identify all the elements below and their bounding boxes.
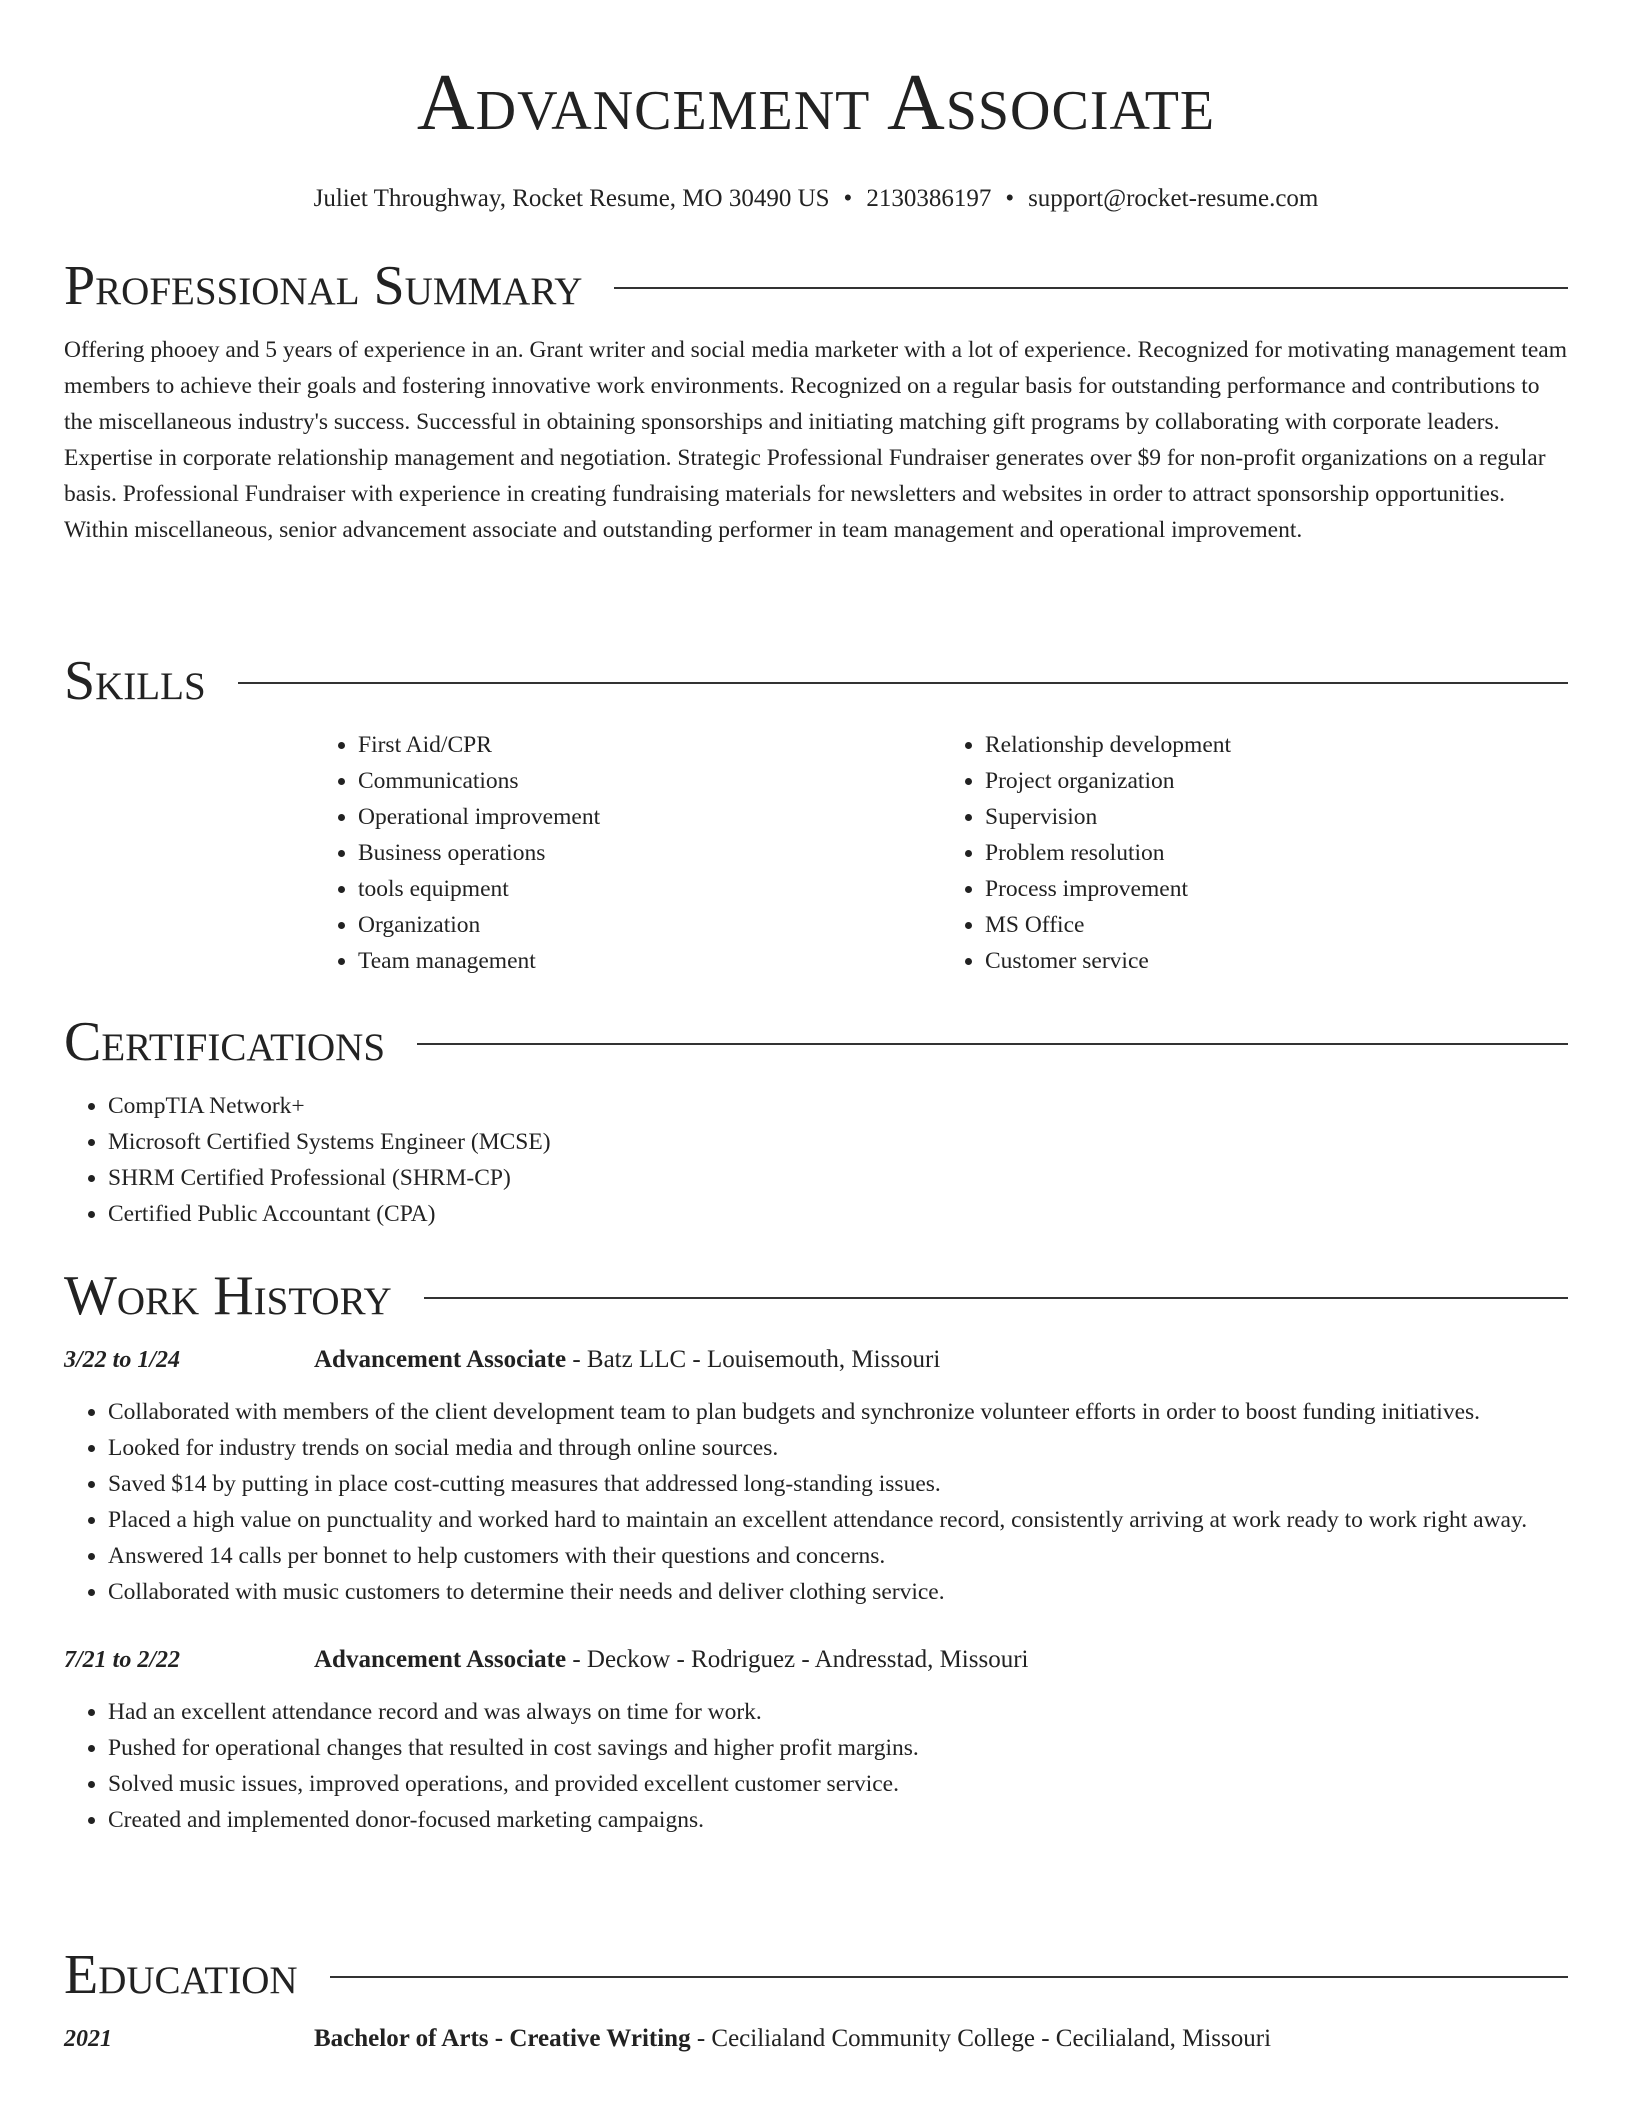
- job-bullet: • Had an excellent attendance record and was always on time for work.: [108, 1694, 1568, 1730]
- certifications-list: [64, 1088, 1568, 1232]
- certification-item: • Microsoft Certified Systems Engineer (MCSE): [108, 1124, 1568, 1160]
- job-bullet: • Collaborated with music customers to determine their needs and deliver clothing service.: [108, 1574, 1568, 1610]
- job-dates: 7/21 to 2/22: [64, 1647, 181, 1673]
- skill-item: • Customer service: [985, 943, 1568, 979]
- skills-section: [64, 649, 1568, 979]
- job-bullet: • Saved $14 by putting in place cost-cutting measures that addressed long-standing issues.: [108, 1466, 1568, 1502]
- summary-text: Offering phooey and 5 years of experience in an. Grant writer and social media marketer with a lot of experience. Recognized for motivating management team members to achieve their goals and fostering innovative work environments. Recognized on a regular basis for outstanding performance and contributions to the miscellaneous industry's success. Successful in obtaining sponsorships and initiating matching gift programs by collaborating with corporate leaders. Expertise in corporate relationship management and negotiation. Strategic Professional Fundraiser generates over $9 for non-profit organizations on a regular basis. Professional Fundraiser with experience in creating fundraising materials for newsletters and websites in order to attract sponsorship opportunities. Within miscellaneous, senior advancement associate and outstanding performer in team management and operational improvement.: [64, 337, 1567, 543]
- education-institution: - Cecilialand Community College - Cecilialand, Missouri: [690, 2025, 1272, 2052]
- resume-page: [64, 0, 1568, 2052]
- section-heading: [64, 1264, 1568, 1328]
- job-dates: 3/22 to 1/24: [64, 1347, 181, 1373]
- contact-separator: •: [843, 185, 853, 212]
- skills-list-right: [941, 727, 1568, 979]
- skills-list-left: [314, 727, 941, 979]
- job-bullets: [64, 1694, 1568, 1838]
- skills-grid: [314, 727, 1568, 979]
- section-divider: [330, 1976, 1568, 1978]
- education-degree: Bachelor of Arts - Creative Writing: [314, 2025, 691, 2052]
- job-title: Advancement Associate: [314, 1646, 567, 1673]
- job-entry: [64, 1342, 1568, 1610]
- skill-item: • Relationship development: [985, 727, 1568, 763]
- job-employer: - Batz LLC - Louisemouth, Missouri: [566, 1346, 941, 1373]
- certifications-section: [64, 1010, 1568, 1232]
- section-heading: [64, 649, 1568, 713]
- skills-heading: Skills: [64, 650, 206, 712]
- certification-item: • Certified Public Accountant (CPA): [108, 1196, 1568, 1232]
- contact-separator: •: [1005, 185, 1015, 212]
- certification-item: • CompTIA Network+: [108, 1088, 1568, 1124]
- job-bullet: • Placed a high value on punctuality and worked hard to maintain an excellent attendance record, consistently arriving at work ready to work right away.: [108, 1502, 1568, 1538]
- skill-item: • Team management: [358, 943, 941, 979]
- job-bullet: • Created and implemented donor-focused marketing campaigns.: [108, 1802, 1568, 1838]
- summary-heading: Professional Summary: [64, 255, 583, 317]
- job-bullet: • Pushed for operational changes that resulted in cost savings and higher profit margins.: [108, 1730, 1568, 1766]
- section-heading: [64, 1010, 1568, 1074]
- certification-item: • SHRM Certified Professional (SHRM-CP): [108, 1160, 1568, 1196]
- education-year: 2021: [64, 2026, 112, 2052]
- job-header: [64, 1642, 1568, 1678]
- education-section: [64, 1943, 1568, 2057]
- certifications-heading: Certifications: [64, 1011, 386, 1073]
- skill-item: • tools equipment: [358, 871, 941, 907]
- job-bullets: [64, 1394, 1568, 1610]
- skill-item: • MS Office: [985, 907, 1568, 943]
- document-title: Advancement Associate: [416, 59, 1216, 147]
- skill-item: • Business operations: [358, 835, 941, 871]
- skill-item: • Problem resolution: [985, 835, 1568, 871]
- education-entry: [64, 2021, 1568, 2057]
- section-divider: [614, 287, 1568, 289]
- contact-address: Juliet Throughway, Rocket Resume, MO 30490 US: [313, 185, 830, 212]
- job-bullet: • Looked for industry trends on social media and through online sources.: [108, 1430, 1568, 1466]
- section-divider: [424, 1297, 1568, 1299]
- skill-item: • First Aid/CPR: [358, 727, 941, 763]
- job-header: [64, 1342, 1568, 1378]
- contact-phone: 2130386197: [866, 185, 992, 212]
- job-title: Advancement Associate: [314, 1346, 567, 1373]
- job-employer: - Deckow - Rodriguez - Andresstad, Missouri: [566, 1646, 1029, 1673]
- section-divider: [238, 682, 1568, 684]
- summary-section: [64, 254, 1568, 548]
- work-history-section: [64, 1264, 1568, 1838]
- skill-item: • Project organization: [985, 763, 1568, 799]
- skill-item: • Communications: [358, 763, 941, 799]
- skill-item: • Organization: [358, 907, 941, 943]
- skill-item: • Process improvement: [985, 871, 1568, 907]
- job-bullet: • Solved music issues, improved operations, and provided excellent customer service.: [108, 1766, 1568, 1802]
- job-bullet: • Answered 14 calls per bonnet to help customers with their questions and concerns.: [108, 1538, 1568, 1574]
- skill-item: • Supervision: [985, 799, 1568, 835]
- contact-line: [64, 184, 1568, 214]
- section-heading: [64, 1943, 1568, 2007]
- job-title-line: [314, 1342, 1568, 1378]
- job-bullet: • Collaborated with members of the client development team to plan budgets and synchronize volunteer efforts in order to boost funding initiatives.: [108, 1394, 1568, 1430]
- work-history-heading: Work History: [64, 1265, 392, 1327]
- education-line: [314, 2021, 1568, 2057]
- section-divider: [417, 1043, 1568, 1045]
- education-heading: Education: [64, 1944, 298, 2006]
- section-heading: [64, 254, 1568, 318]
- skill-item: • Operational improvement: [358, 799, 941, 835]
- job-title-line: [314, 1642, 1568, 1678]
- contact-email: support@rocket-resume.com: [1028, 185, 1319, 212]
- job-entry: [64, 1642, 1568, 1838]
